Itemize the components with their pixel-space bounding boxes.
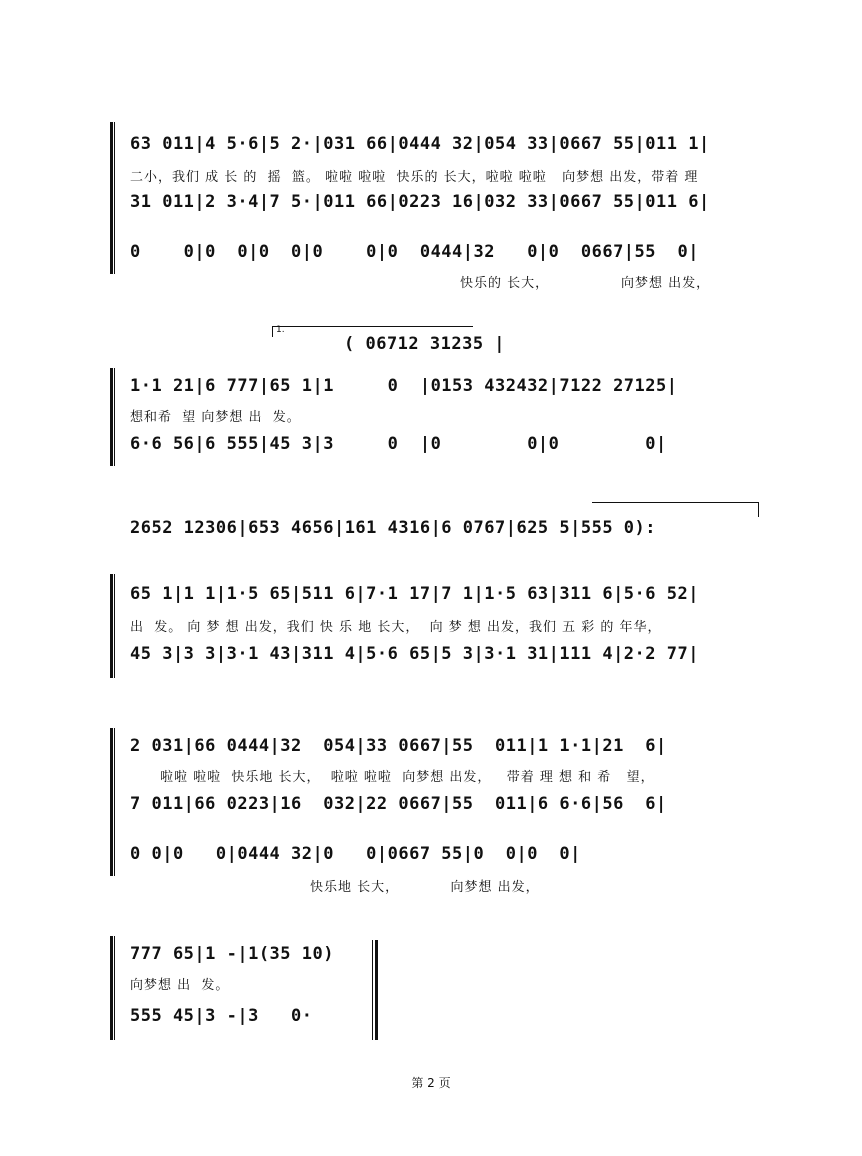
system-bracket	[110, 936, 119, 1040]
bass-notes: 0 0|0 0|0444 32|0 0|0667 55|0 0|0 0|	[130, 844, 581, 864]
soprano-lyric: 想和希 望 向梦想 出 发。	[130, 410, 301, 425]
interlude-bracket	[592, 502, 759, 517]
soprano-notes: 1·1 21|6 777|65 1|1 0 |0153 432432|7122 27125|	[130, 376, 678, 396]
system-2	[110, 368, 770, 466]
system-3	[110, 574, 770, 678]
soprano-notes: 63 011|4 5·6|5 2·|031 66|0444 32|054 33|0667 55|011 1|	[130, 134, 710, 154]
system-bracket	[110, 728, 119, 876]
final-barline	[372, 940, 378, 1040]
soprano-lyric: 向梦想 出 发。	[130, 978, 230, 993]
soprano-lyric: 二小，我们 成 长 的 摇 篮。 啦啦 啦啦 快乐的 长大，啦啦 啦啦 向梦想 出发，带着 理	[130, 170, 699, 185]
soprano-lyric: 出 发。 向 梦 想 出发，我们 快 乐 地 长大， 向 梦 想 出发，我们 五 彩 的 年华，	[130, 620, 662, 635]
alto-notes: 6·6 56|6 555|45 3|3 0 |0 0|0 0|	[130, 434, 667, 454]
soprano-notes: 777 65|1 -|1(35 10)	[130, 944, 334, 964]
bass-notes: 0 0|0 0|0 0|0 0|0 0444|32 0|0 0667|55 0|	[130, 242, 699, 262]
alto-notes: 45 3|3 3|3·1 43|311 4|5·6 65|5 3|3·1 31|111 4|2·2 77|	[130, 644, 699, 664]
alto-notes: 555 45|3 -|3 0·	[130, 1006, 313, 1026]
page-number: 第 2 页	[411, 1076, 451, 1090]
system-1	[110, 122, 770, 291]
interlude-notes-2: 2652 12306|653 4656|161 4316|6 0767|625 5|555 0):	[130, 518, 657, 538]
system-5	[110, 936, 380, 1040]
soprano-notes: 65 1|1 1|1·5 65|511 6|7·1 17|7 1|1·5 63|311 6|5·6 52|	[130, 584, 699, 604]
soprano-lyric: 啦啦 啦啦 快乐地 长大， 啦啦 啦啦 向梦想 出发， 带着 理 想 和 希 望，	[160, 770, 655, 785]
alto-notes: 7 011|66 0223|16 032|22 0667|55 011|6 6·6|56 6|	[130, 794, 667, 814]
alto-notes: 31 011|2 3·4|7 5·|011 66|0223 16|032 33|0667 55|011 6|	[130, 192, 710, 212]
system-bracket	[110, 574, 119, 678]
volta-label: 1.	[276, 325, 285, 335]
system-bracket	[110, 122, 119, 274]
system-4	[110, 728, 770, 895]
system-bracket	[110, 368, 119, 466]
bass-lyric: 快乐地 长大， 向梦想 出发，	[310, 880, 540, 895]
bass-lyric: 快乐的 长大， 向梦想 出发，	[460, 276, 711, 291]
soprano-notes: 2 031|66 0444|32 054|33 0667|55 011|1 1·1|21 6|	[130, 736, 667, 756]
interlude-notes: ( 06712 31235 |	[344, 334, 506, 354]
